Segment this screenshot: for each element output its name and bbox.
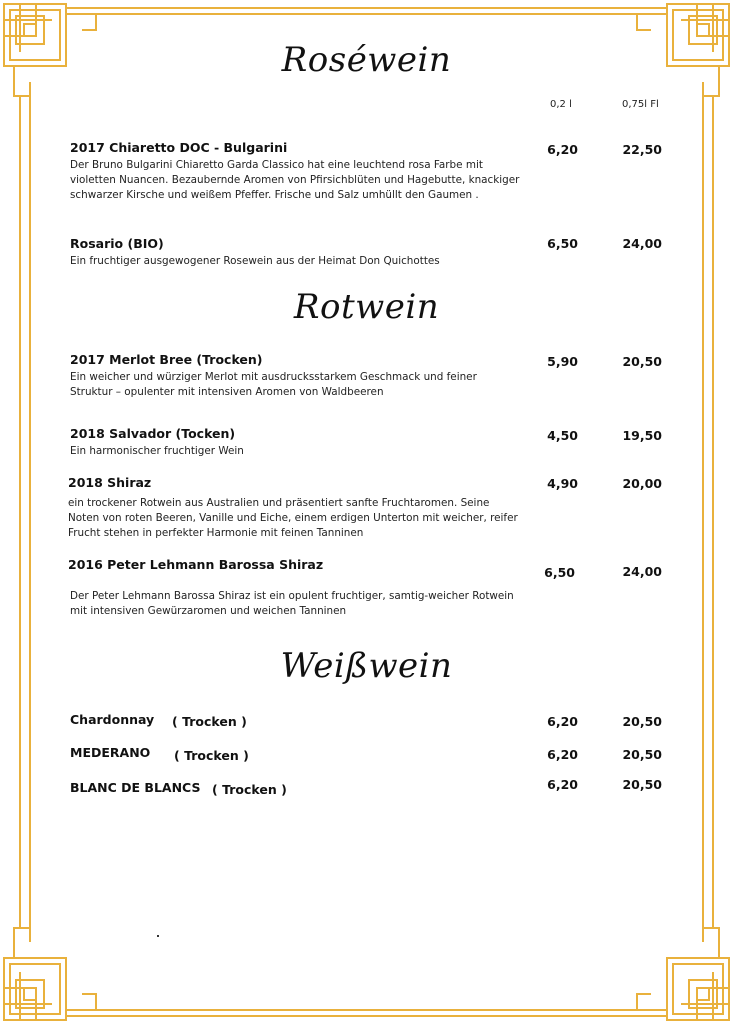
wine-name: BLANC DE BLANCS — [70, 780, 201, 795]
wine-name: 2017 Merlot Bree (Trocken) — [70, 352, 263, 367]
wine-name: Rosario (BIO) — [70, 236, 164, 251]
price-small: 6,20 — [547, 777, 578, 792]
price-small: 6,20 — [547, 747, 578, 762]
stray-dot — [157, 935, 159, 937]
wine-name: 2018 Shiraz — [68, 475, 152, 490]
price-small: 6,20 — [547, 714, 578, 729]
wine-description: Der Bruno Bulgarini Chiaretto Garda Classico hat eine leuchtend rosa Farbe mit violetten Nuancen. Bezaubernde Aromen von Pfirsichblüten und Hagebutte, knackiger schwarzer Kirsche und weißem Pfeffer. Frische und Salz umhüllt den Gaumen . — [70, 159, 520, 201]
wine-name: 2016 Peter Lehmann Barossa Shiraz — [68, 557, 324, 572]
price-large: 24,00 — [622, 236, 662, 251]
price-large: 20,50 — [622, 747, 662, 762]
price-small: 4,50 — [547, 428, 578, 443]
wine-name: Chardonnay — [70, 712, 155, 727]
wine-description: ein trockener Rotwein aus Australien und präsentiert sanfte Fruchtaromen. Seine Noten von roten Beeren, Vanille und Eiche, einem erdigen Unterton mit weicher, reifer Frucht stehen in perfekter Harmonie mit feinen Tanninen — [68, 497, 518, 539]
price-large: 20,50 — [622, 777, 662, 792]
price-large: 20,50 — [622, 714, 662, 729]
wine-description: Ein harmonischer fruchtiger Wein — [70, 445, 244, 457]
price-large: 22,50 — [622, 142, 662, 157]
price-large: 20,00 — [622, 476, 662, 491]
price-large: 24,00 — [622, 564, 662, 579]
price-small: 4,90 — [547, 476, 578, 491]
price-large: 19,50 — [622, 428, 662, 443]
section-title-weisswein: Weißwein — [280, 646, 453, 686]
wine-description: Ein fruchtiger ausgewogener Rosewein aus der Heimat Don Quichottes — [70, 255, 440, 267]
section-title-rotwein: Rotwein — [293, 287, 440, 327]
wine-name: MEDERANO — [70, 745, 151, 760]
wine-style-tag: ( Trocken ) — [172, 714, 247, 729]
price-small: 6,20 — [547, 142, 578, 157]
wine-style-tag: ( Trocken ) — [174, 748, 249, 763]
section-title-rosewein: Roséwein — [281, 40, 452, 80]
price-small: 6,50 — [547, 236, 578, 251]
price-large: 20,50 — [622, 354, 662, 369]
column-header-small: 0,2 l — [550, 99, 572, 110]
wine-style-tag: ( Trocken ) — [212, 782, 287, 797]
price-small: 6,50 — [544, 565, 575, 580]
wine-name: 2017 Chiaretto DOC - Bulgarini — [70, 140, 288, 155]
wine-name: 2018 Salvador (Tocken) — [70, 426, 236, 441]
wine-description: Der Peter Lehmann Barossa Shiraz ist ein opulent fruchtiger, samtig-weicher Rotwein mit intensiven Gewürzaromen und weichen Tanninen — [70, 590, 514, 617]
wine-description: Ein weicher und würziger Merlot mit ausdrucksstarkem Geschmack und feiner Struktur – opulenter mit intensiven Aromen von Waldbeeren — [70, 371, 477, 398]
price-small: 5,90 — [547, 354, 578, 369]
column-header-large: 0,75l Fl — [622, 99, 659, 110]
